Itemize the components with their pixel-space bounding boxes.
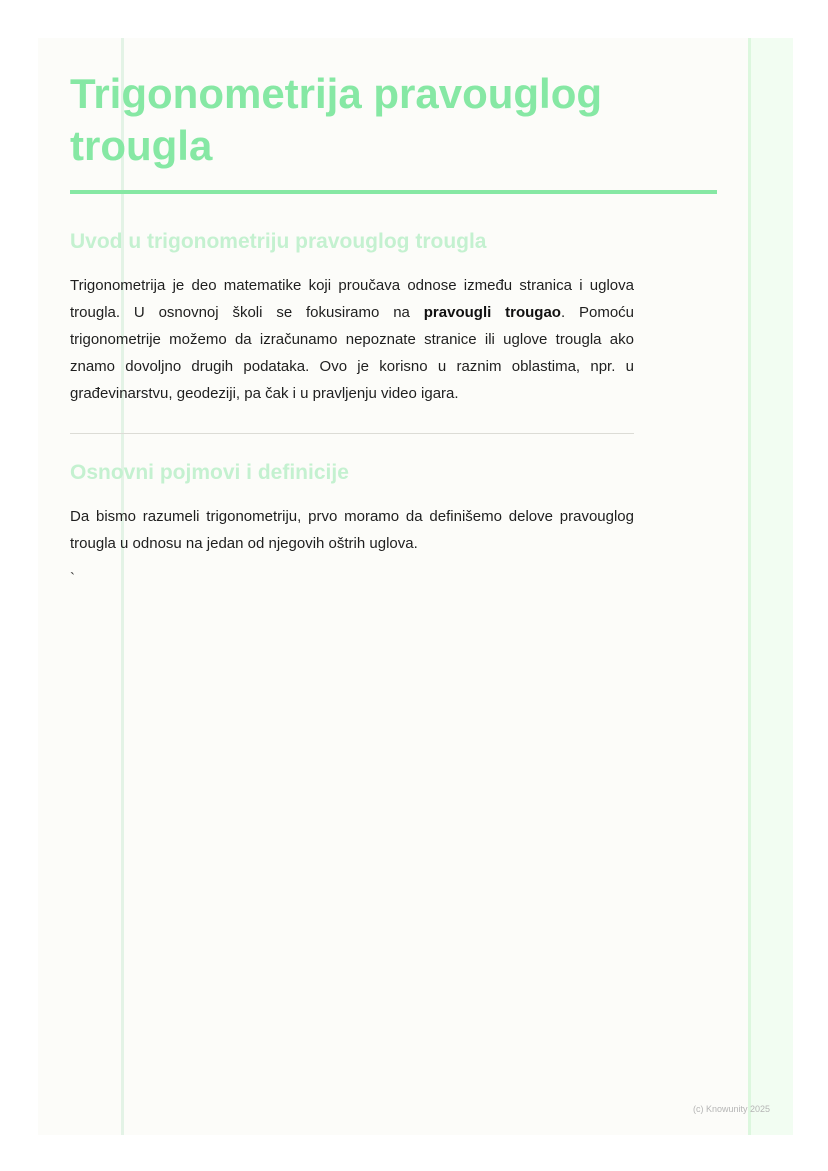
section-divider (70, 433, 634, 434)
section-heading-basics: Osnovni pojmovi i definicije (70, 461, 349, 484)
page-title: Trigonometrija pravouglog trougla (70, 70, 603, 169)
intro-bold-term: pravougli trougao (423, 304, 561, 321)
left-margin-line (121, 38, 124, 1135)
title-underline (70, 190, 717, 194)
basics-paragraph: Da bismo razumeli trigonometriju, prvo moramo da definišemo delove pravouglog trougla u odnosu na jedan od njegovih oštrih uglova. (70, 508, 634, 552)
right-margin-strip (748, 38, 793, 1135)
section-heading-intro: Uvod u trigonometriju pravouglog trougla (70, 230, 487, 253)
intro-text-start: Trigonometrija je deo matematike koji proučava odnose između stranica i uglova trougla. U osnovnoj školi se fokusiramo na (70, 277, 634, 321)
stray-mark: ` (70, 570, 75, 587)
intro-paragraph (70, 272, 634, 407)
intro-text-end: . Pomoću trigonometrije možemo da izračunamo nepoznate stranice ili uglove trougla ako znamo dovoljno drugih podataka. Ovo je korisno u raznim oblastima, npr. u građevinarstvu, geodeziji, pa čak i u pravljenju video igara. (70, 304, 634, 402)
copyright-footer: (c) Knowunity 2025 (693, 1104, 771, 1114)
document-page (38, 38, 793, 1135)
